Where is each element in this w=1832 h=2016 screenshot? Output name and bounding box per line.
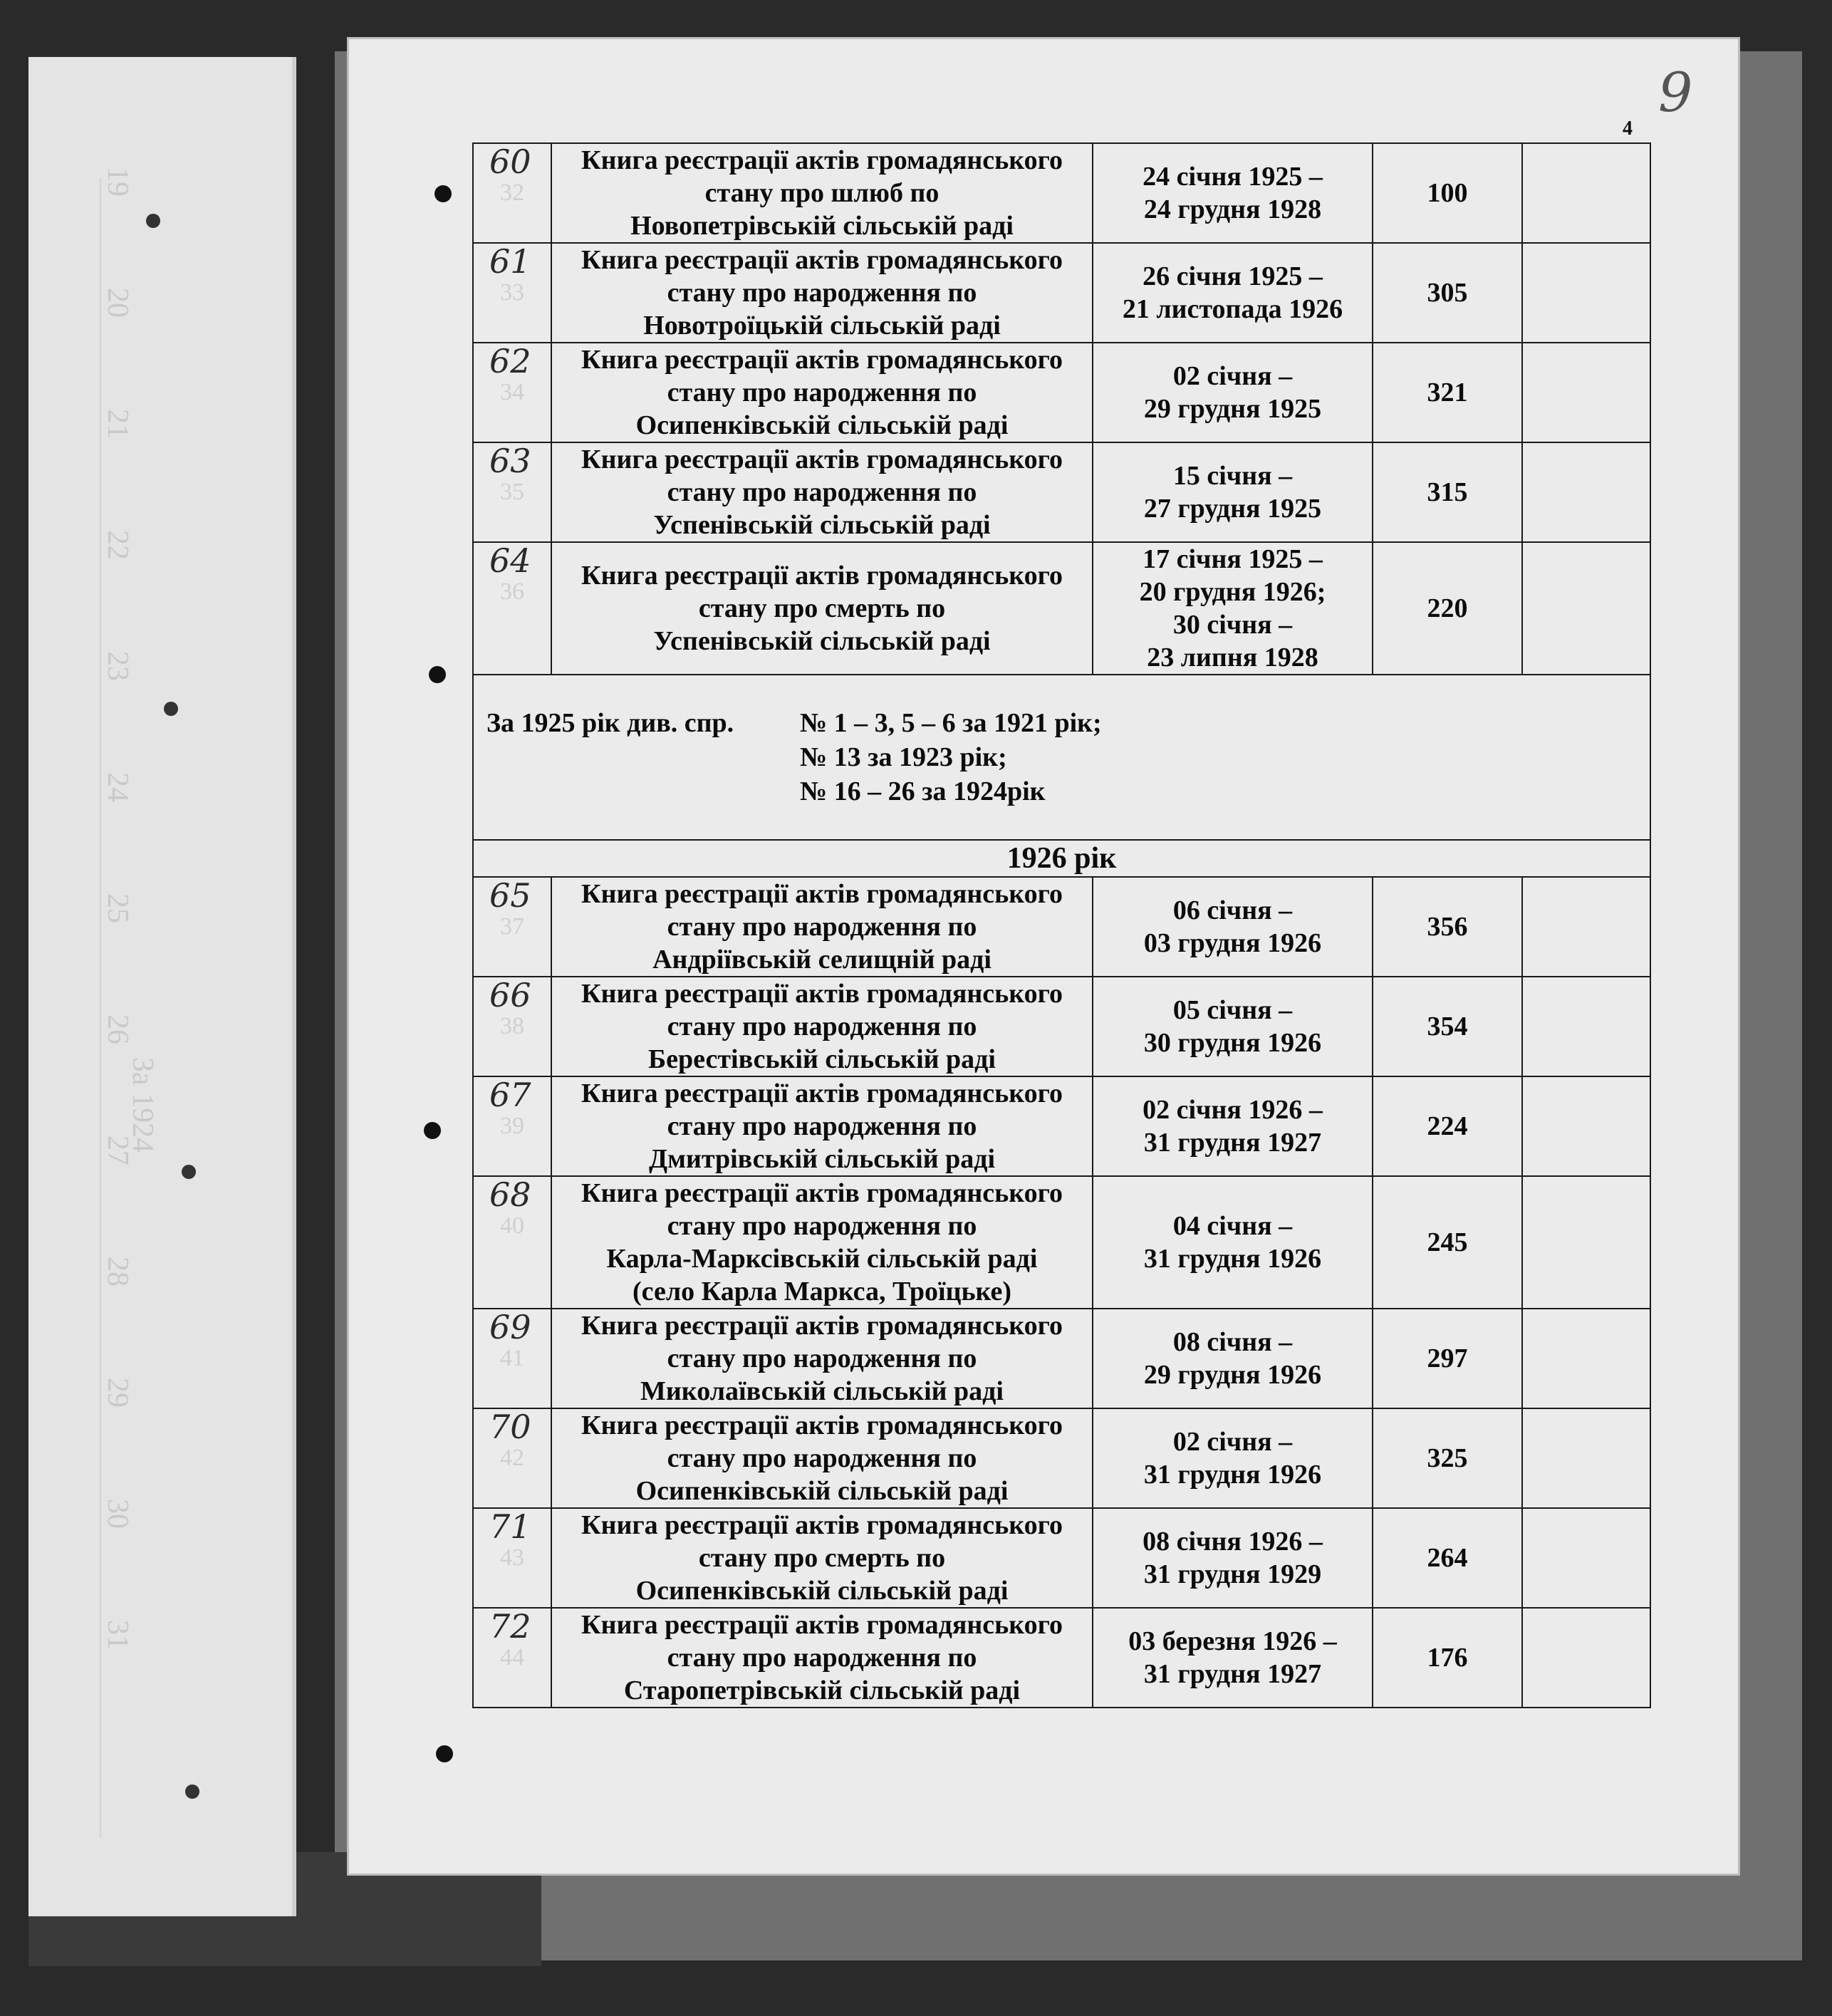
table-row [473, 1076, 1650, 1176]
record-title-line: стану про народження по [667, 912, 977, 942]
record-dates-cell [1093, 442, 1373, 542]
record-number-cell [473, 1176, 551, 1309]
record-dates-cell [1093, 542, 1373, 675]
record-count: 321 [1427, 378, 1468, 407]
record-count-cell [1373, 143, 1522, 243]
old-number: 44 [500, 1644, 524, 1671]
note-section [473, 675, 1650, 877]
punch-hole [434, 185, 452, 202]
table-row [473, 1309, 1650, 1408]
record-dates-line: 31 грудня 1926 [1143, 1244, 1322, 1274]
record-title-line: Книга реєстрації актів громадянського [581, 345, 1063, 375]
record-title-line: Книга реєстрації актів громадянського [581, 1079, 1063, 1108]
record-count: 100 [1427, 178, 1468, 208]
record-title-line: Старопетрівській сільській раді [623, 1675, 1021, 1705]
record-dates-line: 29 грудня 1926 [1143, 1360, 1322, 1390]
old-number: 36 [500, 578, 524, 605]
record-title-line: стану про народження по [667, 1211, 977, 1241]
record-count: 220 [1427, 593, 1468, 623]
record-title-line: Новотроїцькій сільській раді [643, 311, 1001, 341]
record-title-line: Книга реєстрації актів громадянського [581, 1410, 1063, 1440]
record-dates-line: 31 грудня 1926 [1143, 1460, 1322, 1490]
record-dates-line: 02 січня 1926 – [1143, 1095, 1323, 1125]
handwritten-number: 65 [489, 876, 531, 915]
record-notes-cell [1522, 343, 1650, 442]
record-title-line: Книга реєстрації актів громадянського [581, 145, 1063, 175]
handwritten-number: 63 [489, 442, 531, 480]
record-title-line: Осипенківській сільській раді [635, 1576, 1009, 1606]
left-page [28, 57, 296, 1916]
ghost-row-number: 25 [101, 893, 134, 923]
record-notes-cell [1522, 877, 1650, 977]
record-dates-cell [1093, 877, 1373, 977]
table-row [473, 1176, 1650, 1309]
table-body-1925 [473, 143, 1650, 675]
old-number: 37 [500, 913, 524, 940]
table-row [473, 977, 1650, 1076]
ghost-row-number: 21 [101, 409, 134, 439]
table-row [473, 243, 1650, 343]
record-dates-line: 08 січня 1926 – [1143, 1527, 1323, 1557]
record-title-line: Осипенківській сільській раді [635, 1476, 1009, 1506]
register-table [472, 142, 1651, 1708]
record-title-line: Берестівській сільській раді [648, 1044, 996, 1074]
record-title-line: Карла-Марксівській сільській раді [606, 1244, 1038, 1274]
record-dates-line: 31 грудня 1927 [1143, 1659, 1322, 1689]
record-dates-line: 31 грудня 1927 [1143, 1128, 1322, 1158]
note-ref: № 1 – 3, 5 – 6 за 1921 рік; [800, 708, 1102, 738]
note-cell [473, 675, 1650, 840]
record-count-cell [1373, 1309, 1522, 1408]
record-count-cell [1373, 442, 1522, 542]
ghost-row-number: 30 [101, 1499, 134, 1529]
record-title-line: Андріївській селищній раді [652, 945, 992, 975]
left-ghost-numbers [28, 57, 292, 1916]
record-title-line: Новопетрівській сільській раді [630, 211, 1014, 241]
record-number-cell [473, 1076, 551, 1176]
record-count-cell [1373, 1408, 1522, 1508]
record-notes-cell [1522, 1309, 1650, 1408]
record-dates-line: 02 січня – [1172, 361, 1293, 391]
record-count-cell [1373, 1176, 1522, 1309]
archive-sheet-number: 9 [1658, 61, 1693, 124]
record-count: 354 [1427, 1012, 1468, 1041]
record-title-cell [551, 143, 1093, 243]
record-count-cell [1373, 977, 1522, 1076]
record-dates-line: 30 січня – [1172, 610, 1293, 640]
record-title-line: стану про народження по [667, 1012, 977, 1041]
record-dates-line: 24 січня 1925 – [1143, 162, 1323, 192]
handwritten-number: 72 [489, 1607, 531, 1646]
record-notes-cell [1522, 1076, 1650, 1176]
record-title-line: стану про народження по [667, 1643, 977, 1673]
record-count-cell [1373, 1076, 1522, 1176]
record-title-cell [551, 1076, 1093, 1176]
ghost-row-number: 22 [101, 530, 134, 560]
record-title-line: стану про смерть по [698, 593, 946, 623]
record-dates-cell [1093, 143, 1373, 243]
old-number: 40 [500, 1212, 524, 1239]
old-number: 32 [500, 180, 524, 206]
record-title-line: Дмитрівській сільській раді [648, 1144, 996, 1174]
record-title-line: стану про народження по [667, 1443, 977, 1473]
table-row [473, 1408, 1650, 1508]
handwritten-number: 70 [489, 1408, 531, 1446]
record-title-cell [551, 442, 1093, 542]
table-row [473, 1608, 1650, 1708]
record-count: 356 [1427, 912, 1468, 942]
table-row [473, 1508, 1650, 1608]
record-count-cell [1373, 1508, 1522, 1608]
record-title-line: Успенівській сільській раді [653, 510, 991, 540]
record-number-cell [473, 442, 551, 542]
record-title-cell [551, 1309, 1093, 1408]
punch-hole [182, 1165, 196, 1179]
record-dates-line: 31 грудня 1929 [1143, 1559, 1322, 1589]
record-count: 176 [1427, 1643, 1468, 1673]
record-count: 224 [1427, 1111, 1468, 1141]
ghost-row-number: 24 [101, 772, 134, 802]
note-ref: № 13 за 1923 рік; [800, 742, 1007, 772]
note-row [473, 675, 1650, 840]
record-title-cell [551, 542, 1093, 675]
record-dates-line: 21 листопада 1926 [1122, 294, 1343, 324]
record-title-line: Книга реєстрації актів громадянського [581, 1610, 1063, 1640]
record-count: 325 [1427, 1443, 1468, 1473]
record-title-line: стану про шлюб по [704, 178, 940, 208]
record-title-cell [551, 243, 1093, 343]
record-dates-cell [1093, 343, 1373, 442]
punch-hole [164, 702, 178, 716]
old-number: 33 [500, 279, 524, 306]
record-title-cell [551, 1608, 1093, 1708]
record-dates-cell [1093, 243, 1373, 343]
handwritten-number: 61 [489, 242, 531, 281]
table-row [473, 877, 1650, 977]
handwritten-number: 60 [489, 142, 531, 181]
record-title-line: Книга реєстрації актів громадянського [581, 1178, 1063, 1208]
handwritten-number: 62 [489, 342, 531, 380]
record-title-line: Книга реєстрації актів громадянського [581, 979, 1063, 1009]
record-number-cell [473, 977, 551, 1076]
ghost-row-number: 20 [101, 288, 134, 318]
ghost-row-number: 19 [101, 167, 134, 197]
record-notes-cell [1522, 977, 1650, 1076]
handwritten-number: 67 [489, 1076, 531, 1114]
year-heading-row [473, 840, 1650, 877]
record-notes-cell [1522, 1176, 1650, 1309]
record-notes-cell [1522, 542, 1650, 675]
record-dates-cell [1093, 1408, 1373, 1508]
record-dates-line: 15 січня – [1172, 461, 1293, 491]
record-title-cell [551, 1508, 1093, 1608]
record-notes-cell [1522, 442, 1650, 542]
record-title-line: стану про народження по [667, 278, 977, 308]
table-row [473, 143, 1650, 243]
record-dates-line: 06 січня – [1172, 895, 1293, 925]
record-title-cell [551, 1408, 1093, 1508]
table-row [473, 542, 1650, 675]
record-title-cell [551, 977, 1093, 1076]
record-number-cell [473, 542, 551, 675]
handwritten-number: 69 [489, 1308, 531, 1346]
record-dates-cell [1093, 1309, 1373, 1408]
record-dates-line: 24 грудня 1928 [1143, 194, 1322, 224]
table-row [473, 442, 1650, 542]
punch-hole [185, 1784, 199, 1799]
handwritten-number: 68 [489, 1175, 531, 1214]
record-count: 305 [1427, 278, 1468, 308]
record-dates-line: 23 липня 1928 [1147, 643, 1318, 672]
record-title-line: Книга реєстрації актів громадянського [581, 1510, 1063, 1540]
record-number-cell [473, 1508, 551, 1608]
old-number: 38 [500, 1013, 524, 1039]
record-number-cell [473, 1608, 551, 1708]
ghost-year-note: За 1924 [126, 1057, 159, 1153]
record-title-line: Книга реєстрації актів громадянського [581, 561, 1063, 591]
record-dates-cell [1093, 1076, 1373, 1176]
page-number: 4 [1623, 118, 1633, 140]
record-dates-line: 26 січня 1925 – [1143, 261, 1323, 291]
record-number-cell [473, 1309, 551, 1408]
record-title-cell [551, 343, 1093, 442]
record-title-line: Книга реєстрації актів громадянського [581, 879, 1063, 909]
record-notes-cell [1522, 1608, 1650, 1708]
record-count-cell [1373, 877, 1522, 977]
record-count: 245 [1427, 1227, 1468, 1257]
record-number-cell [473, 1408, 551, 1508]
record-dates-line: 20 грудня 1926; [1139, 577, 1326, 607]
record-dates-cell [1093, 1176, 1373, 1309]
record-count-cell [1373, 243, 1522, 343]
document-page [349, 39, 1738, 1874]
record-dates-line: 04 січня – [1172, 1211, 1293, 1241]
record-dates-line: 08 січня – [1172, 1327, 1293, 1357]
record-dates-line: 30 грудня 1926 [1143, 1028, 1322, 1058]
punch-hole [436, 1745, 453, 1762]
record-number-cell [473, 343, 551, 442]
old-number: 42 [500, 1445, 524, 1471]
record-title-cell [551, 877, 1093, 977]
punch-hole [146, 214, 160, 228]
note-ref: № 16 – 26 за 1924рік [800, 776, 1046, 806]
record-dates-line: 03 грудня 1926 [1143, 928, 1322, 958]
table-body-1926 [473, 877, 1650, 1708]
record-dates-line: 17 січня 1925 – [1143, 544, 1323, 574]
record-count: 264 [1427, 1543, 1468, 1573]
old-number: 41 [500, 1345, 524, 1371]
ghost-row-number: 29 [101, 1378, 134, 1408]
record-notes-cell [1522, 1408, 1650, 1508]
record-dates-line: 27 грудня 1925 [1143, 494, 1322, 524]
record-count-cell [1373, 542, 1522, 675]
record-dates-line: 02 січня – [1172, 1427, 1293, 1457]
record-title-line: (село Карла Маркса, Троїцьке) [632, 1277, 1012, 1306]
record-notes-cell [1522, 143, 1650, 243]
record-count-cell [1373, 343, 1522, 442]
record-dates-cell [1093, 977, 1373, 1076]
punch-hole [429, 666, 446, 683]
record-title-line: Книга реєстрації актів громадянського [581, 1311, 1063, 1341]
record-dates-line: 05 січня – [1172, 995, 1293, 1025]
ghost-row-number: 26 [101, 1014, 134, 1044]
record-title-line: стану про народження по [667, 1344, 977, 1373]
record-dates-cell [1093, 1608, 1373, 1708]
record-title-cell [551, 1176, 1093, 1309]
ghost-row-number: 28 [101, 1257, 134, 1287]
record-notes-cell [1522, 243, 1650, 343]
handwritten-number: 66 [489, 976, 531, 1014]
record-dates-line: 29 грудня 1925 [1143, 394, 1322, 424]
record-dates-cell [1093, 1508, 1373, 1608]
record-title-line: стану про народження по [667, 477, 977, 507]
record-title-line: Осипенківській сільській раді [635, 410, 1009, 440]
record-count: 315 [1427, 477, 1468, 507]
handwritten-number: 71 [489, 1507, 531, 1546]
record-number-cell [473, 143, 551, 243]
record-notes-cell [1522, 1508, 1650, 1608]
record-title-line: Успенівській сільській раді [653, 626, 991, 656]
punch-hole [424, 1122, 441, 1139]
old-number: 43 [500, 1544, 524, 1571]
old-number: 35 [500, 479, 524, 505]
record-count: 297 [1427, 1344, 1468, 1373]
record-title-line: Книга реєстрації актів громадянського [581, 245, 1063, 275]
year-heading: 1926 рік [473, 840, 1650, 877]
old-number: 34 [500, 379, 524, 405]
record-number-cell [473, 877, 551, 977]
record-title-line: стану про народження по [667, 1111, 977, 1141]
ghost-row-number: 31 [101, 1620, 134, 1650]
record-title-line: стану про народження по [667, 378, 977, 407]
record-title-line: Книга реєстрації актів громадянського [581, 445, 1063, 474]
old-number: 39 [500, 1113, 524, 1139]
record-title-line: Миколаївській сільській раді [640, 1376, 1004, 1406]
handwritten-number: 64 [489, 541, 531, 580]
record-number-cell [473, 243, 551, 343]
record-dates-line: 03 березня 1926 – [1128, 1626, 1337, 1656]
ghost-row-number: 27 [101, 1136, 134, 1165]
ghost-row-number: 23 [101, 651, 134, 681]
table-row [473, 343, 1650, 442]
record-title-line: стану про смерть по [698, 1543, 946, 1573]
note-label: За 1925 рік див. спр. [486, 708, 734, 738]
record-count-cell [1373, 1608, 1522, 1708]
